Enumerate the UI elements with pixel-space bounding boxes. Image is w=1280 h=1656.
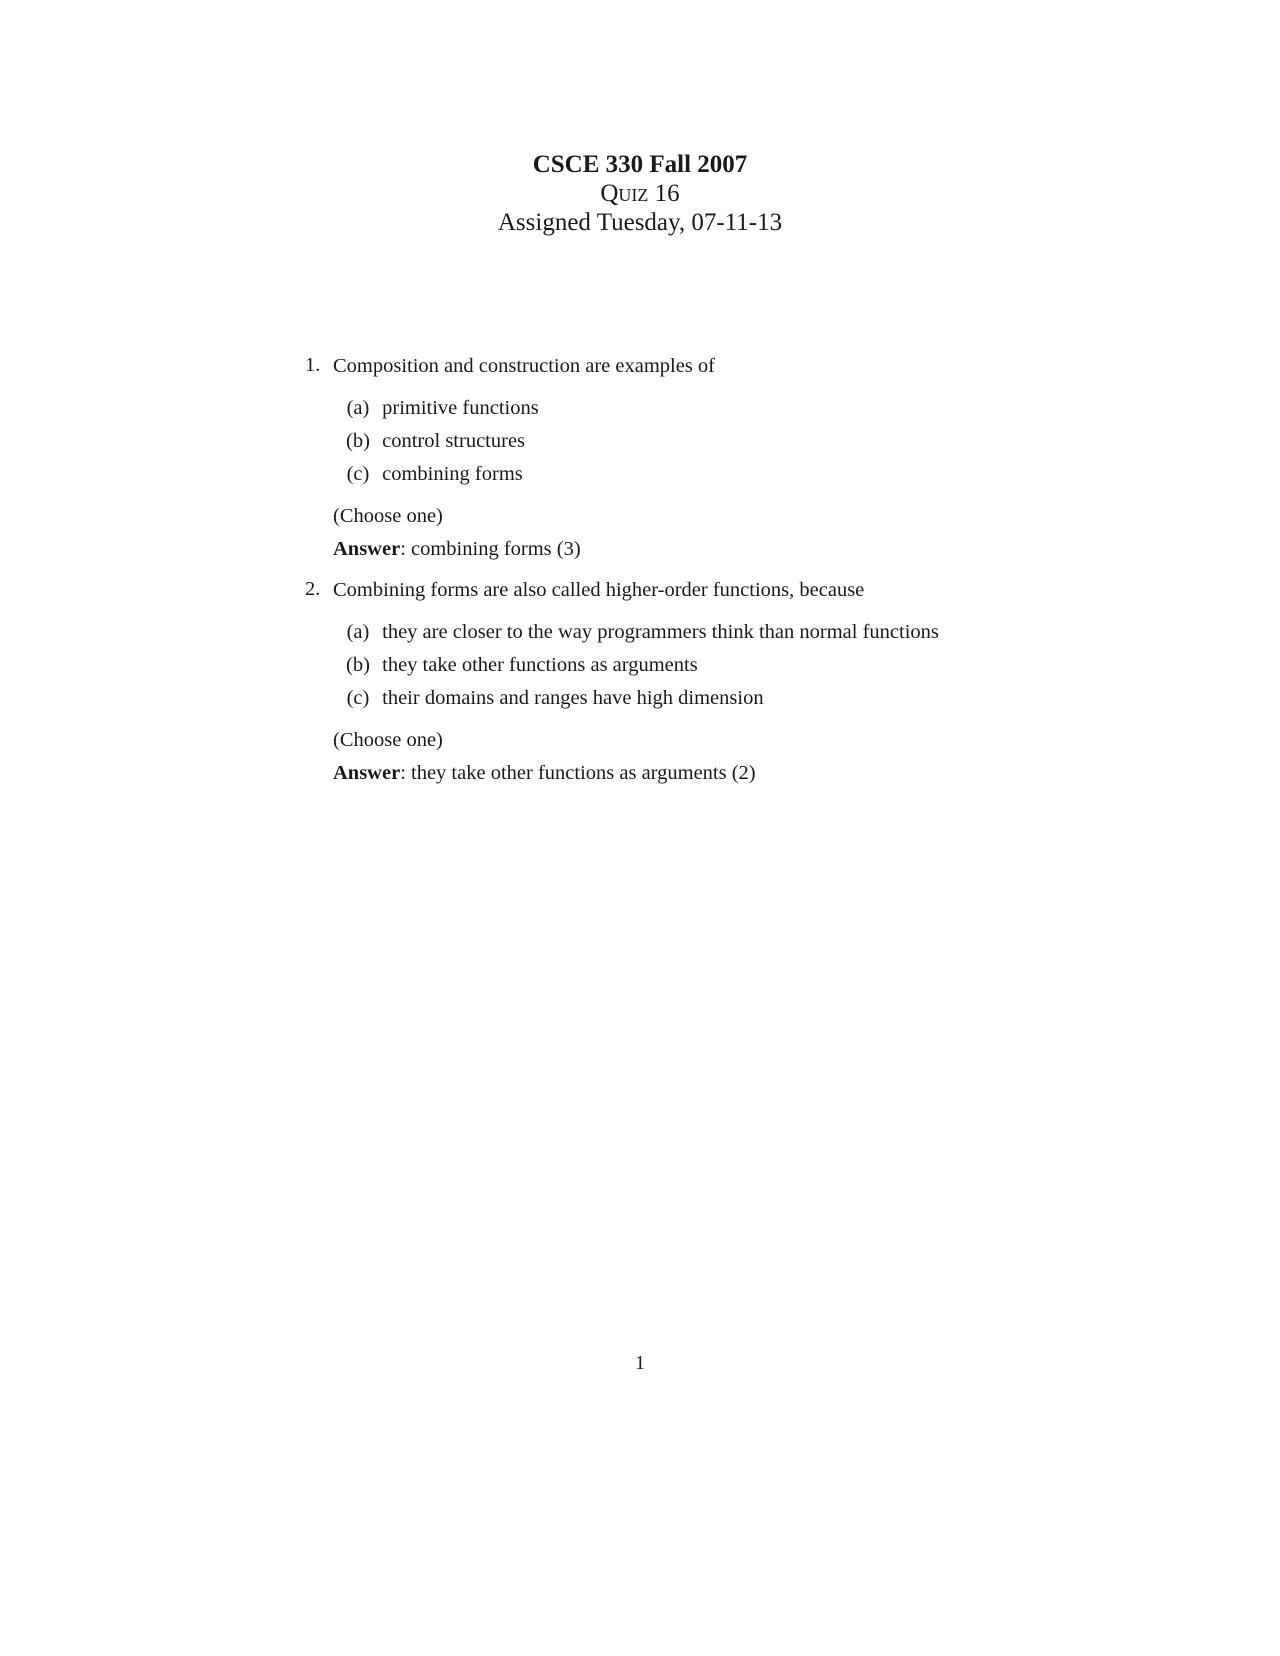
course-title: CSCE 330 Fall 2007 xyxy=(532,151,748,178)
question-list xyxy=(305,354,1065,802)
assigned-date: Assigned Tuesday, 07-11-13 xyxy=(497,209,783,236)
option-text: combining forms xyxy=(382,463,523,485)
option-text: primitive functions xyxy=(382,397,539,419)
option-text: control structures xyxy=(382,430,526,452)
question-2 xyxy=(305,578,1065,802)
question-number: 1. xyxy=(305,354,321,376)
question-number: 2. xyxy=(305,578,321,600)
answer-label: Answer xyxy=(333,762,401,784)
choose-instruction: (Choose one) xyxy=(333,505,443,527)
answer xyxy=(333,761,1065,802)
question-1 xyxy=(305,354,1065,578)
question-text: Combining forms are also called higher-order functions, because xyxy=(333,579,865,601)
option-b xyxy=(339,653,1065,686)
document-header xyxy=(0,150,1280,237)
choose-instruction: (Choose one) xyxy=(333,729,443,751)
option-label: (a) xyxy=(346,397,370,419)
answer-label: Answer xyxy=(333,538,401,560)
option-label: (c) xyxy=(346,687,370,709)
option-list xyxy=(339,620,1065,719)
option-a xyxy=(339,620,1065,653)
option-text: their domains and ranges have high dimension xyxy=(382,687,764,709)
answer xyxy=(333,537,1065,578)
option-c xyxy=(339,686,1065,719)
option-text: they are closer to the way programmers think than normal functions xyxy=(382,621,939,643)
option-c xyxy=(339,462,1065,495)
option-a xyxy=(339,396,1065,429)
option-label: (b) xyxy=(346,430,370,452)
quiz-title: Quiz 16 xyxy=(600,180,680,207)
option-label: (b) xyxy=(346,654,370,676)
answer-text: : combining forms (3) xyxy=(400,538,581,560)
option-b xyxy=(339,429,1065,462)
option-text: they take other functions as arguments xyxy=(382,654,698,676)
option-list xyxy=(339,396,1065,495)
question-text: Composition and construction are examples of xyxy=(333,355,716,377)
option-label: (c) xyxy=(346,463,370,485)
answer-text: : they take other functions as arguments (2) xyxy=(400,762,756,784)
page-number: 1 xyxy=(635,1352,645,1374)
option-label: (a) xyxy=(346,621,370,643)
